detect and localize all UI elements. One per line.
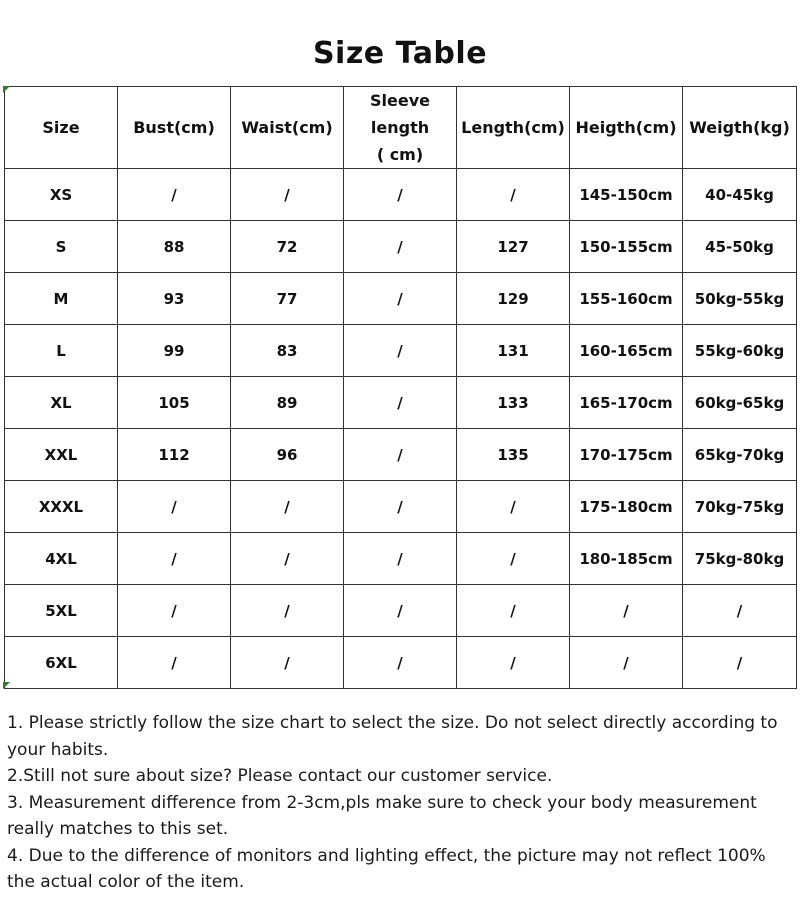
header-waist: Waist(cm) xyxy=(231,87,344,169)
cell-height: 145-150cm xyxy=(570,169,683,221)
cell-height: / xyxy=(570,637,683,689)
cell-bust: / xyxy=(118,169,231,221)
cell-weight: / xyxy=(683,585,797,637)
cell-height: / xyxy=(570,585,683,637)
cell-sleeve: / xyxy=(344,325,457,377)
table-row xyxy=(5,221,797,273)
header-sleeve-length xyxy=(344,87,457,169)
table-row xyxy=(5,429,797,481)
header-length: Length(cm) xyxy=(457,87,570,169)
cell-waist: 77 xyxy=(231,273,344,325)
corner-accent-mark xyxy=(3,682,10,689)
cell-waist: 96 xyxy=(231,429,344,481)
cell-waist: / xyxy=(231,637,344,689)
cell-waist: / xyxy=(231,533,344,585)
cell-sleeve: / xyxy=(344,481,457,533)
cell-weight: 40-45kg xyxy=(683,169,797,221)
cell-height: 165-170cm xyxy=(570,377,683,429)
cell-waist: / xyxy=(231,169,344,221)
cell-height: 155-160cm xyxy=(570,273,683,325)
note-item: 1. Please strictly follow the size chart to select the size. Do not select directly according to your habits. xyxy=(7,713,778,760)
table-row xyxy=(5,533,797,585)
cell-bust: / xyxy=(118,585,231,637)
header-size: Size xyxy=(5,87,118,169)
cell-sleeve: / xyxy=(344,429,457,481)
cell-waist: 72 xyxy=(231,221,344,273)
cell-weight: 70kg-75kg xyxy=(683,481,797,533)
cell-length: / xyxy=(457,481,570,533)
cell-weight: 45-50kg xyxy=(683,221,797,273)
cell-weight: / xyxy=(683,637,797,689)
cell-height: 160-165cm xyxy=(570,325,683,377)
header-sleeve-line-1: Sleeve xyxy=(370,91,430,110)
cell-size: XL xyxy=(5,377,118,429)
cell-weight: 65kg-70kg xyxy=(683,429,797,481)
header-weight: Weigth(kg) xyxy=(683,87,797,169)
cell-length: / xyxy=(457,585,570,637)
cell-length: 135 xyxy=(457,429,570,481)
cell-size: M xyxy=(5,273,118,325)
cell-size: XXXL xyxy=(5,481,118,533)
table-row xyxy=(5,637,797,689)
cell-sleeve: / xyxy=(344,533,457,585)
cell-size: S xyxy=(5,221,118,273)
cell-sleeve: / xyxy=(344,221,457,273)
table-row xyxy=(5,325,797,377)
cell-waist: / xyxy=(231,481,344,533)
cell-weight: 50kg-55kg xyxy=(683,273,797,325)
cell-weight: 60kg-65kg xyxy=(683,377,797,429)
cell-height: 180-185cm xyxy=(570,533,683,585)
table-row xyxy=(5,273,797,325)
header-sleeve-line-3: ( cm) xyxy=(376,145,424,164)
page-title: Size Table xyxy=(312,36,488,71)
cell-sleeve: / xyxy=(344,169,457,221)
cell-waist: 89 xyxy=(231,377,344,429)
cell-size: L xyxy=(5,325,118,377)
cell-bust: / xyxy=(118,533,231,585)
cell-sleeve: / xyxy=(344,585,457,637)
cell-sleeve: / xyxy=(344,273,457,325)
cell-height: 150-155cm xyxy=(570,221,683,273)
table-body xyxy=(5,169,797,689)
table-row xyxy=(5,169,797,221)
cell-length: 127 xyxy=(457,221,570,273)
table-row xyxy=(5,585,797,637)
cell-bust: 105 xyxy=(118,377,231,429)
cell-length: 129 xyxy=(457,273,570,325)
table-row xyxy=(5,481,797,533)
table-header-row xyxy=(5,87,797,169)
cell-size: 6XL xyxy=(5,637,118,689)
cell-waist: 83 xyxy=(231,325,344,377)
cell-size: XS xyxy=(5,169,118,221)
cell-weight: 75kg-80kg xyxy=(683,533,797,585)
header-height: Heigth(cm) xyxy=(570,87,683,169)
cell-sleeve: / xyxy=(344,637,457,689)
cell-bust: 112 xyxy=(118,429,231,481)
cell-height: 170-175cm xyxy=(570,429,683,481)
cell-length: / xyxy=(457,533,570,585)
cell-length: 133 xyxy=(457,377,570,429)
cell-size: XXL xyxy=(5,429,118,481)
cell-size: 4XL xyxy=(5,533,118,585)
header-sleeve-line-2: length xyxy=(370,118,430,137)
note-item: 4. Due to the difference of monitors and lighting effect, the picture may not reflect 100% the actual color of the item. xyxy=(7,845,766,892)
cell-length: / xyxy=(457,169,570,221)
size-notes xyxy=(7,710,793,896)
cell-bust: 93 xyxy=(118,273,231,325)
table-row xyxy=(5,377,797,429)
cell-length: 131 xyxy=(457,325,570,377)
note-item: 2.Still not sure about size? Please contact our customer service. xyxy=(7,766,553,786)
cell-bust: / xyxy=(118,481,231,533)
cell-sleeve: / xyxy=(344,377,457,429)
cell-waist: / xyxy=(231,585,344,637)
cell-height: 175-180cm xyxy=(570,481,683,533)
corner-accent-mark xyxy=(3,86,10,93)
header-bust: Bust(cm) xyxy=(118,87,231,169)
size-table xyxy=(4,86,797,689)
cell-length: / xyxy=(457,637,570,689)
cell-bust: 99 xyxy=(118,325,231,377)
cell-weight: 55kg-60kg xyxy=(683,325,797,377)
cell-size: 5XL xyxy=(5,585,118,637)
cell-bust: 88 xyxy=(118,221,231,273)
cell-bust: / xyxy=(118,637,231,689)
note-item: 3. Measurement difference from 2-3cm,pls make sure to check your body measurement really matches to this set. xyxy=(7,792,757,839)
